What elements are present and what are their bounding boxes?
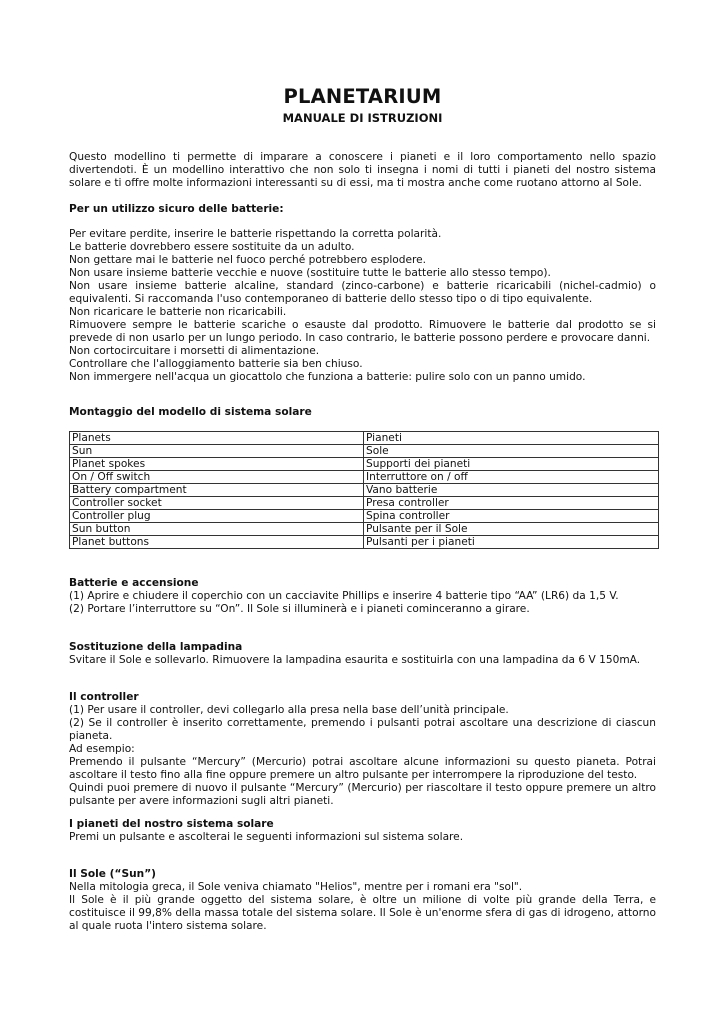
- planets-text: Premi un pulsante e ascolterai le seguenti informazioni sul sistema solare.: [69, 831, 464, 843]
- table-cell-italian: Supporti dei pianeti: [364, 458, 659, 471]
- table-cell-english: Controller plug: [70, 510, 364, 523]
- battery-safety-line: Non usare insieme batterie alcaline, standard (zinco-carbone) e batterie ricaricabili (nichel-cadmio) o equivalenti. Si raccomanda l'uso contemporaneo di batterie dello stesso tipo o di tipo equivalente.: [69, 280, 656, 305]
- translation-table-wrap: [69, 431, 656, 549]
- battery-safety-list: [69, 228, 656, 384]
- battery-safety-line: Non gettare mai le batterie nel fuoco perché potrebbero esplodere.: [69, 254, 427, 266]
- batteries-power-line: (2) Portare l’interruttore su “On”. Il Sole si illuminerà e i pianeti cominceranno a girare.: [69, 603, 530, 615]
- controller-line: Quindi puoi premere di nuovo il pulsante “Mercury” (Mercurio) per riascoltare il testo oppure premere un altro pulsante per avere informazioni sugli altri pianeti.: [69, 782, 656, 807]
- assembly-heading: Montaggio del modello di sistema solare: [69, 406, 312, 418]
- translation-table: [69, 431, 659, 549]
- sun-line: Nella mitologia greca, il Sole veniva chiamato "Helios", mentre per i romani era "sol".: [69, 881, 523, 893]
- table-cell-english: Planets: [70, 432, 364, 445]
- table-cell-english: Planet spokes: [70, 458, 364, 471]
- table-cell-english: Battery compartment: [70, 484, 364, 497]
- bulb-text: Svitare il Sole e sollevarlo. Rimuovere la lampadina esaurita e sostituirla con una lampadina da 6 V 150mA.: [69, 654, 641, 666]
- battery-safety-line: Per evitare perdite, inserire le batterie rispettando la corretta polarità.: [69, 228, 442, 240]
- table-row: [70, 510, 659, 523]
- bulb-heading: Sostituzione della lampadina: [69, 641, 243, 653]
- batteries-power-heading: Batterie e accensione: [69, 577, 199, 589]
- controller-line: (2) Se il controller è inserito correttamente, premendo i pulsanti potrai ascoltare una descrizione di ciascun pianeta.: [69, 717, 656, 742]
- controller-line: Ad esempio:: [69, 743, 135, 755]
- table-row: [70, 536, 659, 549]
- battery-safety-line: Rimuovere sempre le batterie scariche o esauste dal prodotto. Rimuovere le batterie dal prodotto se si prevede di non usarlo per un lungo periodo. In caso contrario, le batterie possono perdere e provocare danni.: [69, 319, 656, 344]
- batteries-power-list: [69, 590, 656, 616]
- table-cell-italian: Interruttore on / off: [364, 471, 659, 484]
- table-cell-italian: Sole: [364, 445, 659, 458]
- batteries-power-line: (1) Aprire e chiudere il coperchio con un cacciavite Phillips e inserire 4 batterie tipo “AA” (LR6) da 1,5 V.: [69, 590, 619, 602]
- table-cell-italian: Spina controller: [364, 510, 659, 523]
- table-cell-italian: Vano batterie: [364, 484, 659, 497]
- sun-heading: Il Sole (“Sun”): [69, 868, 156, 880]
- table-row: [70, 497, 659, 510]
- table-row: [70, 523, 659, 536]
- table-row: [70, 458, 659, 471]
- battery-safety-line: Controllare che l'alloggiamento batterie sia ben chiuso.: [69, 358, 363, 370]
- battery-safety-line: Non immergere nell'acqua un giocattolo che funziona a batterie: pulire solo con un panno umido.: [69, 371, 586, 383]
- intro-paragraph: Questo modellino ti permette di imparare a conoscere i pianeti e il loro comportamento nello spazio divertendoti. È un modellino interattivo che non solo ti insegna i nomi di tutti i pianeti del nostro sistema solare e ti offre molte informazioni interessanti su di essi, ma ti mostra anche come ruotano attorno al Sole.: [69, 151, 656, 189]
- table-cell-english: Controller socket: [70, 497, 364, 510]
- table-cell-italian: Presa controller: [364, 497, 659, 510]
- controller-heading: Il controller: [69, 691, 139, 703]
- battery-safety-line: Non ricaricare le batterie non ricaricabili.: [69, 306, 287, 318]
- battery-safety-line: Non usare insieme batterie vecchie e nuove (sostituire tutte le batterie allo stesso tempo).: [69, 267, 551, 279]
- table-cell-english: Sun button: [70, 523, 364, 536]
- sun-list: [69, 881, 656, 933]
- document-subtitle: MANUALE DI ISTRUZIONI: [282, 111, 443, 125]
- document-title: PLANETARIUM: [283, 85, 442, 108]
- controller-line: Premendo il pulsante “Mercury” (Mercurio) potrai ascoltare alcune informazioni su questo pianeta. Potrai ascoltare il testo fino alla fine oppure premere un altro pulsante per interrompere la riproduzione del testo.: [69, 756, 656, 781]
- table-cell-english: Sun: [70, 445, 364, 458]
- battery-safety-line: Le batterie dovrebbero essere sostituite da un adulto.: [69, 241, 355, 253]
- controller-line: (1) Per usare il controller, devi collegarlo alla presa nella base dell’unità principale.: [69, 704, 509, 716]
- table-cell-italian: Pianeti: [364, 432, 659, 445]
- table-cell-english: Planet buttons: [70, 536, 364, 549]
- controller-list: [69, 704, 656, 808]
- battery-safety-line: Non cortocircuitare i morsetti di alimentazione.: [69, 345, 320, 357]
- table-cell-italian: Pulsanti per i pianeti: [364, 536, 659, 549]
- planets-heading: I pianeti del nostro sistema solare: [69, 818, 274, 830]
- table-cell-italian: Pulsante per il Sole: [364, 523, 659, 536]
- table-row: [70, 432, 659, 445]
- table-row: [70, 484, 659, 497]
- table-row: [70, 471, 659, 484]
- table-cell-english: On / Off switch: [70, 471, 364, 484]
- battery-safety-heading: Per un utilizzo sicuro delle batterie:: [69, 203, 284, 215]
- table-row: [70, 445, 659, 458]
- sun-line: Il Sole è il più grande oggetto del sistema solare, è oltre un milione di volte più grande della Terra, e costituisce il 99,8% della massa totale del sistema solare. Il Sole è un'enorme sfera di gas di idrogeno, attorno al quale ruota l'intero sistema solare.: [69, 894, 656, 932]
